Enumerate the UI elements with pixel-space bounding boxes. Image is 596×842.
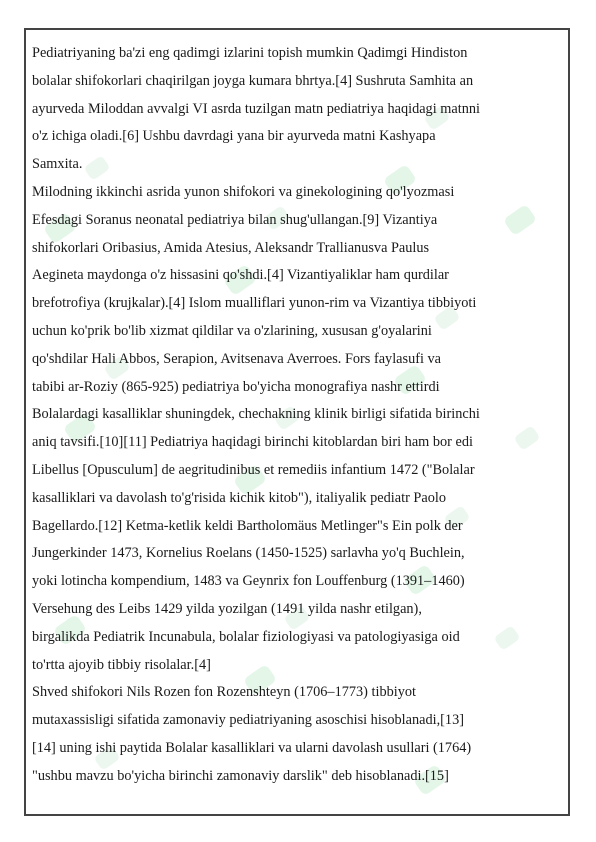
text-line: shifokorlari Oribasius, Amida Atesius, Aleksandr Trallianusva Paulus [32, 239, 430, 256]
text-line: yoki lotincha kompendium, 1483 va Geynrix fon Louffenburg (1391–1460) [32, 573, 465, 590]
text-line: Bagellardo.[12] Ketma-ketlik keldi Bartholomäus Metlinger"s Ein polk der [32, 517, 463, 534]
text-line: bolalar shifokorlari chaqirilgan joyga kumara bhrtya.[4] Sushruta Samhita an [32, 72, 474, 89]
text-line: o'z ichiga oladi.[6] Ushbu davrdagi yana bir ayurveda matni Kashyapa [32, 128, 436, 145]
text-line: Bolalardagi kasalliklar shuningdek, chechakning klinik birligi sifatida birinchi [32, 406, 480, 423]
document-body [32, 40, 562, 791]
text-line: aniq tavsifi.[10][11] Pediatriya haqidagi birinchi kitoblardan biri ham bor edi [32, 434, 473, 451]
text-line: Pediatriyaning ba'zi eng qadimgi izlarini topish mumkin Qadimgi Hindiston [32, 45, 468, 61]
text-line: birgalikda Pediatrik Incunabula, bolalar fiziologiyasi va patologiyasiga oid [32, 628, 460, 645]
text-line: Milodning ikkinchi asrida yunon shifokori va ginekologining qo'lyozmasi [32, 183, 455, 200]
text-line: Shved shifokori Nils Rozen fon Rozenshteyn (1706–1773) tibbiyot [32, 684, 416, 701]
text-line: [14] uning ishi paytida Bolalar kasalliklari va ularni davolash usullari (1764) [32, 739, 472, 756]
text-line: Libellus [Opusculum] de aegritudinibus et remediis infantium 1472 ("Bolalar [32, 461, 475, 478]
text-line: tabibi ar-Roziy (865-925) pediatriya bo'yicha monografiya nashr ettirdi [32, 378, 440, 395]
text-line: ayurveda Miloddan avvalgi VI asrda tuzilgan matn pediatriya haqidagi matnni [32, 100, 480, 117]
text-line: kasalliklari va davolash to'g'risida kichik kitob"), italiyalik pediatr Paolo [32, 489, 446, 506]
text-line: Aegineta maydonga o'z hissasini qo'shdi.[4] Vizantiyaliklar ham qurdilar [32, 267, 449, 284]
text-line: Versehung des Leibs 1429 yilda yozilgan (1491 yilda nashr etilgan), [32, 600, 422, 617]
text-line: "ushbu mavzu bo'yicha birinchi zamonaviy darslik" deb hisoblanadi.[15] [32, 767, 449, 784]
text-line: Efesdagi Soranus neonatal pediatriya bilan shug'ullangan.[9] Vizantiya [32, 211, 438, 228]
text-line: Samxita. [32, 156, 83, 173]
text-line: Jungerkinder 1473, Kornelius Roelans (1450-1525) sarlavha yo'q Buchlein, [32, 545, 465, 562]
text-line: to'rtta ajoyib tibbiy risolalar.[4] [32, 656, 211, 673]
document-page [24, 28, 570, 816]
text-line: qo'shdilar Hali Abbos, Serapion, Avitsenava Averroes. Fors faylasufi va [32, 350, 442, 367]
text-line: mutaxassisligi sifatida zamonaviy pediatriyaning asoschisi hisoblanadi,[13] [32, 712, 464, 729]
text-line: brefotrofiya (krujkalar).[4] Islom mualliflari yunon-rim va Vizantiya tibbiyoti [32, 295, 477, 312]
text-line: uchun ko'prik bo'lib xizmat qildilar va o'zlarining, xususan g'oyalarini [32, 322, 432, 339]
